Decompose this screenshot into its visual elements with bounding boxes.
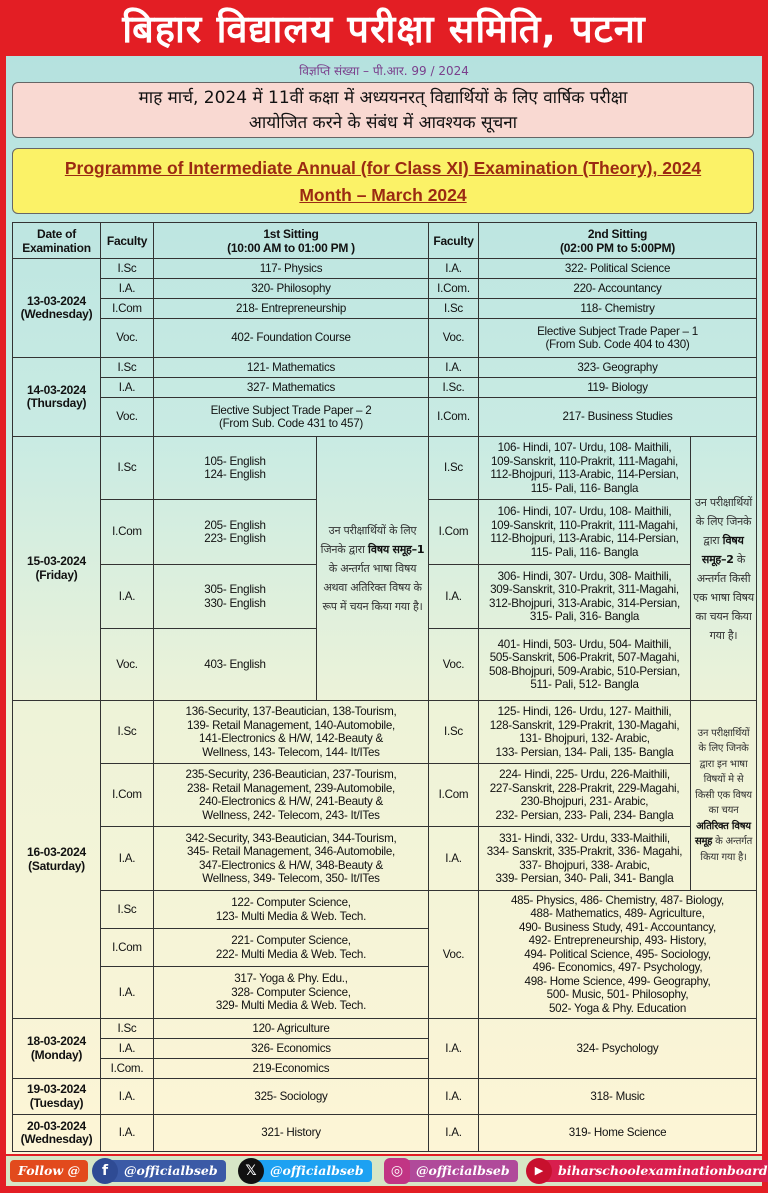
faculty: I.A.: [101, 967, 154, 1019]
subject: 205- English 223- English: [154, 500, 317, 565]
subject: 320- Philosophy: [154, 279, 429, 299]
subject: 318- Music: [479, 1079, 757, 1115]
faculty: I.Sc: [101, 701, 154, 764]
subject: 322- Political Science: [479, 259, 757, 279]
youtube-link[interactable]: [532, 1160, 768, 1182]
subject: 323- Geography: [479, 358, 757, 378]
table-row: [13, 279, 757, 299]
exam-date: 13-03-2024 (Wednesday): [13, 259, 101, 358]
facebook-handle: @officialbseb: [124, 1163, 218, 1178]
subject-line-2: आयोजित करने के संबंध में आवश्यक सूचना: [248, 113, 518, 133]
header-faculty-1: Faculty: [101, 223, 154, 259]
subject: 120- Agriculture: [154, 1019, 429, 1039]
exam-schedule-table: [12, 222, 757, 1152]
subject: Elective Subject Trade Paper – 2 (From Sub. Code 431 to 457): [154, 398, 429, 437]
table-row: [13, 701, 757, 764]
faculty: Voc.: [429, 891, 479, 1019]
faculty: I.A.: [429, 1115, 479, 1152]
faculty: Voc.: [101, 319, 154, 358]
note-text: उन परीक्षार्थियों के लिए जिनके द्वारा: [694, 495, 753, 547]
subject: 327- Mathematics: [154, 378, 429, 398]
x-icon: 𝕏: [238, 1158, 264, 1184]
faculty: I.A.: [101, 378, 154, 398]
table-row: [13, 764, 757, 827]
subject: 324- Psychology: [479, 1019, 757, 1079]
faculty: I.A.: [429, 358, 479, 378]
faculty: I.A.: [101, 827, 154, 891]
language-group-2-note: [691, 437, 757, 701]
board-title: बिहार विद्यालय परीक्षा समिति, पटना: [122, 7, 646, 51]
faculty: I.Sc: [429, 437, 479, 500]
instagram-link[interactable]: [390, 1160, 518, 1182]
note-bold: विषय समूह–2: [701, 533, 744, 566]
faculty: I.Sc: [101, 891, 154, 929]
note-text: उन परीक्षार्थियों के लिए जिनके द्वारा इन भाषा विषयों मे से किसी एक विषय का चयन: [695, 727, 752, 817]
exam-date: 15-03-2024 (Friday): [13, 437, 101, 701]
faculty: Voc.: [101, 629, 154, 701]
faculty: I.A.: [101, 565, 154, 629]
subject: 118- Chemistry: [479, 299, 757, 319]
faculty: I.A.: [101, 279, 154, 299]
facebook-link[interactable]: [98, 1160, 226, 1182]
faculty: I.Com.: [101, 1059, 154, 1079]
instagram-icon: ◎: [384, 1158, 410, 1184]
subject: 317- Yoga & Phy. Edu., 328- Computer Science, 329- Multi Media & Web. Tech.: [154, 967, 429, 1019]
exam-date: 20-03-2024 (Wednesday): [13, 1115, 101, 1152]
faculty: I.A.: [101, 1079, 154, 1115]
faculty: I.A.: [429, 565, 479, 629]
facebook-icon: f: [92, 1158, 118, 1184]
subject: 319- Home Science: [479, 1115, 757, 1152]
table-row: [13, 891, 757, 929]
table-row: [13, 437, 757, 500]
subject: 119- Biology: [479, 378, 757, 398]
subject: 217- Business Studies: [479, 398, 757, 437]
table-row: [13, 259, 757, 279]
subject: 106- Hindi, 107- Urdu, 108- Maithili, 109-Sanskrit, 110-Prakrit, 111-Magahi, 112-Bhojpuri, 113-Arabic, 114-Persian, 115- Pali, 116- Bangla: [479, 500, 691, 565]
header-faculty-2: Faculty: [429, 223, 479, 259]
note-text: के अन्तर्गत किसी एक भाषा विषय का चयन किया गया है।: [693, 552, 754, 642]
faculty: I.Com: [101, 299, 154, 319]
table-row: [13, 378, 757, 398]
subject-line-1: माह मार्च, 2024 में 11वीं कक्षा में अध्ययनरत् विद्यार्थियों के लिए वार्षिक परीक्षा: [138, 88, 628, 108]
note-bold: विषय समूह–1: [368, 543, 425, 556]
faculty: Voc.: [101, 398, 154, 437]
table-row: [13, 1079, 757, 1115]
header-row: [13, 223, 757, 259]
faculty: I.Sc: [429, 701, 479, 764]
faculty: I.Com: [101, 929, 154, 967]
faculty: I.A.: [429, 827, 479, 891]
faculty: Voc.: [429, 319, 479, 358]
programme-line-1: Programme of Intermediate Annual (for Class XI) Examination (Theory), 2024: [64, 158, 702, 178]
exam-date: 14-03-2024 (Thursday): [13, 358, 101, 437]
note-text: के अन्तर्गत किया गया है।: [700, 836, 753, 863]
x-handle: @officialbseb: [270, 1163, 364, 1178]
subject: 106- Hindi, 107- Urdu, 108- Maithili, 109-Sanskrit, 110-Prakrit, 111-Magahi, 112-Bhojpuri, 113-Arabic, 114-Persian, 115- Pali, 116- Bangla: [479, 437, 691, 500]
subject: 136-Security, 137-Beautician, 138-Tourism, 139- Retail Management, 140-Automobile, 141-Electronics & H/W, 142-Beauty & Wellness, 143- Telecom, 144- It/ITes: [154, 701, 429, 764]
table-row: [13, 827, 757, 891]
subject: 105- English 124- English: [154, 437, 317, 500]
faculty: I.Com: [101, 500, 154, 565]
subject: 305- English 330- English: [154, 565, 317, 629]
faculty: I.Sc.: [429, 378, 479, 398]
faculty: I.Com: [429, 764, 479, 827]
subject: 122- Computer Science, 123- Multi Media & Web. Tech.: [154, 891, 429, 929]
additional-group-note: [691, 701, 757, 891]
exam-date: 18-03-2024 (Monday): [13, 1019, 101, 1079]
programme-title: [12, 148, 754, 214]
faculty: I.A.: [429, 259, 479, 279]
header-sitting-1: 1st Sitting (10:00 AM to 01:00 PM ): [154, 223, 429, 259]
language-group-1-note: [317, 437, 429, 701]
subject: 342-Security, 343-Beautician, 344-Tourism, 345- Retail Management, 346-Automobile, 347-Electronics & H/W, 348-Beauty & Wellness, 349- Telecom, 350- It/ITes: [154, 827, 429, 891]
subject: 321- History: [154, 1115, 429, 1152]
subject: Elective Subject Trade Paper – 1 (From Sub. Code 404 to 430): [479, 319, 757, 358]
subject: 403- English: [154, 629, 317, 701]
faculty: I.Com.: [429, 398, 479, 437]
exam-date: 16-03-2024 (Saturday): [13, 701, 101, 1019]
subject: 235-Security, 236-Beautician, 237-Tourism, 238- Retail Management, 239-Automobile, 240-Electronics & H/W, 241-Beauty & Wellness, 242- Telecom, 243- It/ITes: [154, 764, 429, 827]
faculty: I.Sc: [101, 259, 154, 279]
faculty: Voc.: [429, 629, 479, 701]
x-link[interactable]: [244, 1160, 372, 1182]
table-row: [13, 319, 757, 358]
faculty: I.Sc: [101, 437, 154, 500]
subject: 402- Foundation Course: [154, 319, 429, 358]
youtube-icon: ▶: [526, 1158, 552, 1184]
subject: 485- Physics, 486- Chemistry, 487- Biology, 488- Mathematics, 489- Agriculture, 490- Business Study, 491- Accountancy, 492- Entrepreneurship, 493- History, 494- Political Science, 495- Sociology, 496- Economics, 497- Psychology, 498- Home Science, 499- Geography, 500- Music, 501- Philosophy, 502- Yoga & Phy. Education: [479, 891, 757, 1019]
table-row: [13, 358, 757, 378]
programme-line-2: Month – March 2024: [299, 185, 467, 205]
faculty: I.A.: [429, 1079, 479, 1115]
table-row: [13, 398, 757, 437]
subject: 221- Computer Science, 222- Multi Media & Web. Tech.: [154, 929, 429, 967]
note-text: के अन्तर्गत भाषा विषय अथवा अतिरिक्त विषय के रूप में चयन किया गया है।: [322, 562, 423, 613]
youtube-handle: biharschoolexaminationboard: [558, 1163, 768, 1178]
faculty: I.Sc: [101, 358, 154, 378]
subject: 306- Hindi, 307- Urdu, 308- Maithili, 309-Sanskrit, 310-Prakrit, 311-Magahi, 312-Bhojpuri, 313-Arabic, 314-Persian, 315- Pali, 316- Bangla: [479, 565, 691, 629]
subject: 326- Economics: [154, 1039, 429, 1059]
subject: 219-Economics: [154, 1059, 429, 1079]
faculty: I.Com: [101, 764, 154, 827]
subject: 117- Physics: [154, 259, 429, 279]
table-row: [13, 1019, 757, 1039]
notice-number: विज्ञप्ति संख्या – पी.आर. 99 / 2024: [299, 64, 469, 78]
faculty: I.A.: [101, 1039, 154, 1059]
header-sitting-2: 2nd Sitting (02:00 PM to 5:00PM): [479, 223, 757, 259]
exam-date: 19-03-2024 (Tuesday): [13, 1079, 101, 1115]
subject: 325- Sociology: [154, 1079, 429, 1115]
social-footer: [6, 1156, 768, 1186]
subject: 224- Hindi, 225- Urdu, 226-Maithili, 227-Sanskrit, 228-Prakrit, 229-Magahi, 230-Bhojpuri, 231- Arabic, 232- Persian, 233- Pali, 234- Bangla: [479, 764, 691, 827]
subject: 121- Mathematics: [154, 358, 429, 378]
instagram-handle: @officialbseb: [416, 1163, 510, 1178]
subject-box: [12, 82, 754, 138]
faculty: I.A.: [101, 1115, 154, 1152]
faculty: I.Sc: [101, 1019, 154, 1039]
table-row: [13, 1115, 757, 1152]
subject: 125- Hindi, 126- Urdu, 127- Maithili, 128-Sanskrit, 129-Prakrit, 130-Magahi, 131- Bhojpuri, 132- Arabic, 133- Persian, 134- Pali, 135- Bangla: [479, 701, 691, 764]
subject: 331- Hindi, 332- Urdu, 333-Maithili, 334- Sanskrit, 335-Prakrit, 336- Magahi, 337- Bhojpuri, 338- Arabic, 339- Persian, 340- Pali, 341- Bangla: [479, 827, 691, 891]
table-row: [13, 299, 757, 319]
faculty: I.Com: [429, 500, 479, 565]
follow-label: Follow @: [10, 1160, 88, 1182]
faculty: I.Com.: [429, 279, 479, 299]
subject: 220- Accountancy: [479, 279, 757, 299]
note-bold: अतिरिक्त विषय समूह: [694, 820, 751, 848]
faculty: I.A.: [429, 1019, 479, 1079]
notice-panel: [6, 56, 762, 1154]
faculty: I.Sc: [429, 299, 479, 319]
subject: 218- Entrepreneurship: [154, 299, 429, 319]
subject: 401- Hindi, 503- Urdu, 504- Maithili, 505-Sanskrit, 506-Prakrit, 507-Magahi, 508-Bhojpuri, 509-Arabic, 510-Persian, 511- Pali, 512- Bangla: [479, 629, 691, 701]
note-text: उन परीक्षार्थियों के लिए जिनके द्वारा: [320, 524, 417, 556]
header-date: Date of Examination: [13, 223, 101, 259]
